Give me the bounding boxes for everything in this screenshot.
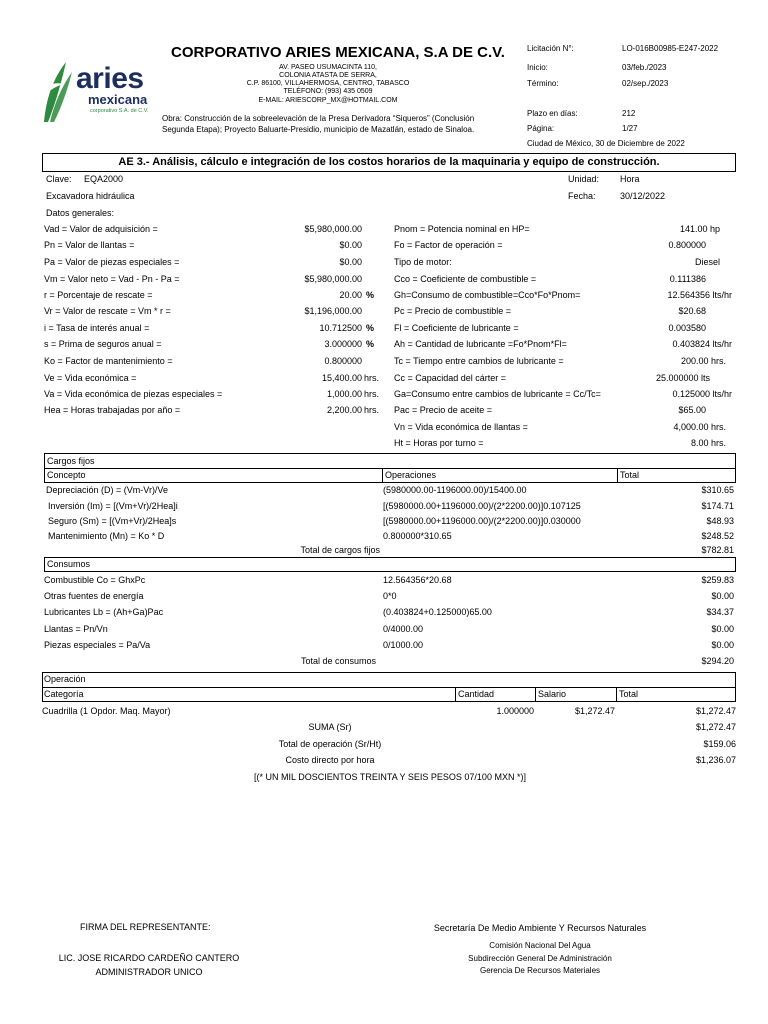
obra-line-1: Obra: Construcción de la sobreelevación de la Presa Derivadora “Siqueros” (Conclusión: [162, 114, 475, 123]
cargo-total: $174.71: [701, 501, 734, 511]
param-label: Vm = Valor neto = Vad - Pn - Pa =: [44, 274, 180, 284]
company-address-line-2: COLONIA ATASTA DE SERRA,: [279, 72, 377, 79]
param-label: Pn = Valor de llantas =: [44, 240, 135, 250]
param-label: i = Tasa de interés anual =: [44, 323, 150, 333]
consumo-operation: 0*0: [383, 591, 397, 601]
consumo-operation: 0/1000.00: [383, 640, 424, 650]
param-value: $1,196,000.00: [304, 306, 362, 316]
consumo-total: $0.00: [711, 640, 734, 650]
param-label: Vad = Valor de adquisición =: [44, 224, 158, 234]
logo-tag: corporativo S.A. de C.V.: [90, 108, 149, 114]
col-divider: [382, 468, 383, 483]
consumo-total: $259.83: [701, 575, 734, 585]
cargos-fijos-total-label: Total de cargos fijos: [300, 545, 380, 555]
param-unit: %: [366, 339, 375, 349]
place-date: Ciudad de México, 30 de Diciembre de 2022: [527, 139, 685, 148]
representative-title: ADMINISTRADOR UNICO: [95, 967, 203, 977]
operacion-title: Operación: [44, 674, 86, 684]
param-label: Cco = Coeficiente de combustible =: [394, 274, 537, 284]
col-header-total: Total: [619, 689, 639, 699]
param-value: $65.00: [678, 405, 706, 415]
fecha-value: 30/12/2022: [620, 191, 666, 201]
param-value: 0.403824 lts/hr: [672, 339, 732, 349]
cargos-fijos-title: Cargos fijos: [47, 456, 95, 466]
info-value: LO-016B00985-E247-2022: [622, 44, 719, 53]
unidad-label: Unidad:: [568, 174, 600, 184]
param-unit: hrs.: [364, 373, 380, 383]
param-value: Diesel: [694, 257, 720, 267]
info-label: Licitación N°:: [527, 44, 574, 53]
info-label: Página:: [527, 124, 555, 133]
param-label: Tc = Tiempo entre cambios de lubricante =: [394, 356, 564, 366]
param-label: Vn = Vida económica de llantas =: [394, 422, 528, 432]
cargo-operation: [(5980000.00+1196000.00)/(2*2200.00)]0.107125: [383, 501, 581, 511]
info-label: Plazo en días:: [527, 109, 578, 118]
agency-line-1: Secretaría De Medio Ambiente Y Recursos Naturales: [433, 923, 647, 933]
consumo-total: $0.00: [711, 591, 734, 601]
amount-in-words: [(* UN MIL DOSCIENTOS TREINTA Y SEIS PESOS 07/100 MXN *)]: [254, 772, 526, 782]
param-label: Pnom = Potencia nominal en HP=: [394, 224, 530, 234]
col-divider: [535, 687, 536, 702]
param-value: $5,980,000.00: [304, 274, 362, 284]
consumo-total: $34.37: [706, 607, 734, 617]
operacion-header-box: [42, 672, 736, 688]
cargo-operation: (5980000.00-1196000.00)/15400.00: [383, 485, 527, 495]
param-label: Pac = Precio de aceite =: [394, 405, 493, 415]
param-value: $20.68: [678, 306, 706, 316]
param-value: 15,400.00: [321, 373, 362, 383]
param-label: Fl = Coeficiente de lubricante =: [394, 323, 519, 333]
param-label: Tipo de motor:: [394, 257, 452, 267]
param-label: Hea = Horas trabajadas por año =: [44, 405, 181, 415]
representative-name: LIC. JOSE RICARDO CARDEÑO CANTERO: [58, 953, 240, 963]
consumo-concept: Combustible Co = GhxPc: [44, 575, 146, 585]
logo-sub: mexicana: [88, 92, 148, 107]
clave-label: Clave:: [46, 174, 72, 184]
info-label: Inicio:: [527, 63, 548, 72]
param-value: 25.000000 lts: [656, 373, 711, 383]
company-name: CORPORATIVO ARIES MEXICANA, S.A DE C.V.: [171, 44, 505, 61]
param-unit: %: [366, 290, 375, 300]
param-value: 0.111386: [669, 274, 706, 284]
agency-line-4: Gerencia De Recursos Materiales: [479, 966, 601, 975]
col-header-operaciones: Operaciones: [385, 470, 437, 480]
param-unit: hrs.: [364, 389, 380, 399]
agency-line-3: Subdirección General De Administración: [468, 954, 612, 963]
consumo-concept: Llantas = Pn/Vn: [44, 624, 108, 634]
param-value: 0.003580: [668, 323, 706, 333]
param-label: Pc = Precio de combustible =: [394, 306, 512, 316]
param-value: 0.800000: [324, 356, 362, 366]
cargo-total: $48.93: [706, 516, 734, 526]
cargo-operation: 0.800000*310.65: [383, 531, 452, 541]
param-value: $0.00: [339, 240, 362, 250]
costo-directo-label: Costo directo por hora: [285, 755, 375, 765]
company-phone: TELÉFONO: (993) 435 0509: [283, 88, 373, 95]
cargo-concept: Inversión (Im) = [(Vm+Vr)/2Hea]i: [48, 501, 178, 511]
param-label: Ah = Cantidad de lubricante =Fo*Pnom*Fl=: [394, 339, 567, 349]
param-label: Ga=Consumo entre cambios de lubricante = Cc/Tc=: [394, 389, 601, 399]
param-value: $5,980,000.00: [304, 224, 362, 234]
consumo-concept: Lubricantes Lb = (Ah+Ga)Pac: [44, 607, 164, 617]
cargos-fijos-total: $782.81: [701, 545, 734, 555]
suma-value: $1,272.47: [695, 722, 736, 732]
consumos-header-box: [44, 557, 736, 572]
param-label: Gh=Consumo de combustible=Cco*Fo*Pnom=: [394, 290, 581, 300]
consumo-operation: 12.564356*20.68: [383, 575, 452, 585]
costo-directo-value: $1,236.07: [695, 755, 736, 765]
company-email: E-MAIL: ARIESCORP_MX@HOTMAIL.COM: [258, 97, 398, 104]
operacion-category: Cuadrilla (1 Opdor. Maq. Mayor): [42, 706, 171, 716]
param-value: 2,200.00: [326, 405, 362, 415]
col-header-concepto: Concepto: [47, 470, 86, 480]
col-header-total: Total: [620, 470, 640, 480]
param-value: 12.564356 lts/hr: [667, 290, 732, 300]
consumos-title: Consumos: [47, 559, 91, 569]
obra-line-2: Segunda Etapa); Proyecto Baluarte-Presidio, municipio de Mazatlán, estado de Sinaloa.: [162, 125, 475, 134]
info-value: 212: [622, 109, 636, 118]
col-header-salario: Salario: [538, 689, 567, 699]
param-label: s = Prima de seguros anual =: [44, 339, 162, 349]
aries-leaf-logo-icon: [42, 60, 74, 124]
firma-label: FIRMA DEL REPRESENTANTE:: [80, 922, 211, 932]
col-divider: [455, 687, 456, 702]
agency-line-2: Comisión Nacional Del Agua: [489, 941, 591, 950]
info-label: Término:: [527, 79, 559, 88]
cargo-total: $310.65: [701, 485, 734, 495]
param-label: Fo = Factor de operación =: [394, 240, 503, 250]
consumo-operation: (0.403824+0.125000)65.00: [383, 607, 492, 617]
page-title: AE 3.- Análisis, cálculo e integración de los costos horarios de la maquinaria y equipo de construcción.: [118, 156, 660, 168]
param-value: 4,000.00 hrs.: [673, 422, 726, 432]
consumos-total: $294.20: [701, 656, 734, 666]
param-label: Ht = Horas por turno =: [394, 438, 484, 448]
logo-brand: aries: [76, 62, 144, 95]
param-label: Vr = Valor de rescate = Vm * r =: [44, 306, 171, 316]
cargo-total: $248.52: [701, 531, 734, 541]
consumo-operation: 0/4000.00: [383, 624, 424, 634]
col-header-cantidad: Cantidad: [458, 689, 495, 699]
param-value: $0.00: [339, 257, 362, 267]
consumo-concept: Otras fuentes de energía: [44, 591, 144, 601]
param-unit: %: [366, 323, 375, 333]
clave-value: EQA2000: [84, 174, 124, 184]
unidad-value: Hora: [620, 174, 640, 184]
param-value: 1,000.00: [326, 389, 362, 399]
consumo-concept: Piezas especiales = Pa/Va: [44, 640, 151, 650]
suma-label: SUMA (Sr): [308, 722, 352, 732]
param-label: Ve = Vida económica =: [44, 373, 137, 383]
consumo-total: $0.00: [711, 624, 734, 634]
param-value: 8.00 hrs.: [690, 438, 726, 448]
cargos-fijos-header-box: [44, 453, 736, 469]
param-value: 20.00: [339, 290, 362, 300]
param-label: Va = Vida económica de piezas especiales =: [44, 389, 223, 399]
param-label: r = Porcentaje de rescate =: [44, 290, 153, 300]
info-value: 03/feb./2023: [622, 63, 667, 72]
fecha-label: Fecha:: [568, 191, 596, 201]
datos-generales-label: Datos generales:: [46, 208, 115, 218]
cargo-concept: Depreciación (D) = (Vm-Vr)/Ve: [46, 485, 168, 495]
param-label: Cc = Capacidad del cárter =: [394, 373, 507, 383]
param-unit: hrs.: [364, 405, 380, 415]
col-divider: [616, 687, 617, 702]
param-value: 0.125000 lts/hr: [672, 389, 732, 399]
param-value: 0.800000: [668, 240, 706, 250]
param-value: 10.712500: [319, 323, 362, 333]
param-label: Ko = Factor de mantenimiento =: [44, 356, 173, 366]
param-value: 3.000000: [324, 339, 362, 349]
consumos-total-label: Total de consumos: [300, 656, 376, 666]
param-label: Pa = Valor de piezas especiales =: [44, 257, 180, 267]
cargo-operation: [(5980000.00+1196000.00)/(2*2200.00)]0.030000: [383, 516, 581, 526]
param-value: 200.00 hrs.: [680, 356, 726, 366]
info-value: 02/sep./2023: [622, 79, 669, 88]
col-divider: [617, 468, 618, 483]
operacion-salary: $1,272.47: [574, 706, 615, 716]
cargo-concept: Mantenimiento (Mn) = Ko * D: [48, 531, 165, 541]
company-address-line-3: C.P. 86100, VILLAHERMOSA, CENTRO, TABASCO: [246, 80, 410, 87]
operacion-quantity: 1.000000: [496, 706, 534, 716]
company-address-line-1: AV. PASEO USUMACINTA 110,: [278, 64, 378, 71]
col-header-categoria: Categoría: [44, 689, 84, 699]
cargo-concept: Seguro (Sm) = [(Vm+Vr)/2Hea]s: [48, 516, 177, 526]
info-value: 1/27: [622, 124, 638, 133]
param-value: 141.00 hp: [679, 224, 720, 234]
total-operacion-label: Total de operación (Sr/Ht): [278, 739, 382, 749]
total-operacion-value: $159.06: [703, 739, 736, 749]
equipment-name: Excavadora hidráulica: [46, 191, 135, 201]
operacion-total: $1,272.47: [695, 706, 736, 716]
